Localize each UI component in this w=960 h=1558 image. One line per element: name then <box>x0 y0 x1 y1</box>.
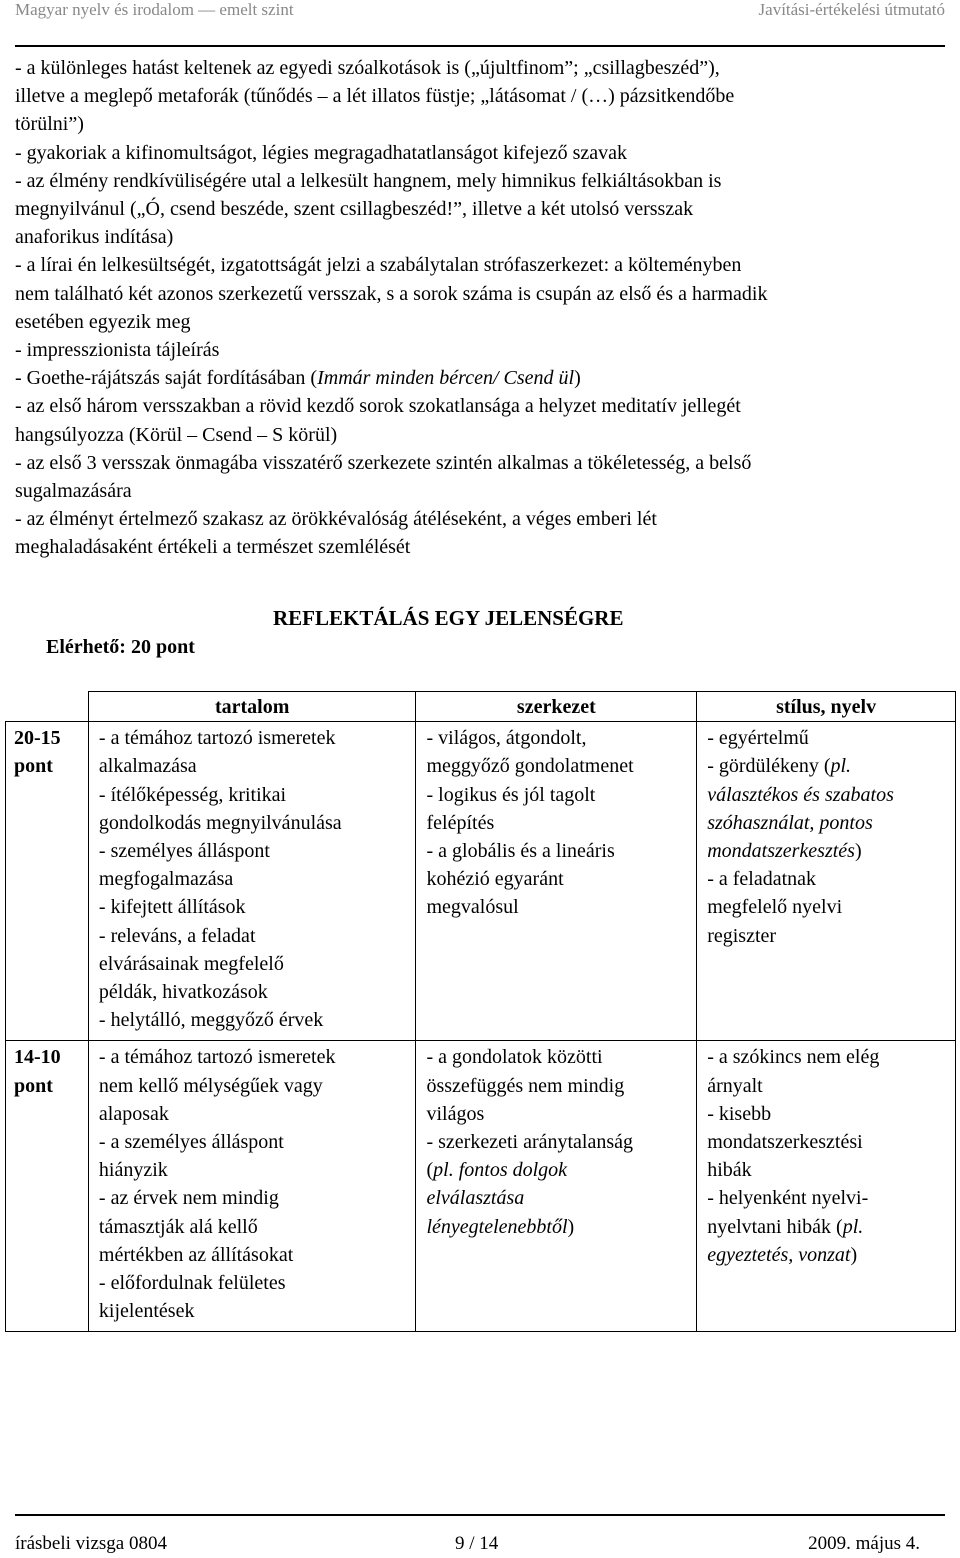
body-line: - impresszionista tájleírás <box>15 339 220 362</box>
body-line: illetve a meglepő metaforák (tűnődés – a lét illatos füstje; „látásomat / (…) pázsitkendőbe <box>15 85 735 108</box>
stilus-cell: - a szókincs nem elég árnyalt - kisebb mondatszerkesztési hibák - helyenként nyelvi- nyelvtani hibák (pl. egyeztetés, vonzat) <box>697 1041 956 1332</box>
body-line: - a különleges hatást keltenek az egyedi szóalkotások is („újultfinom”; „csillagbeszéd”), <box>15 57 720 79</box>
body-line: - az élményt értelmező szakasz az örökkévalóság átéléseként, a véges emberi lét <box>15 508 657 531</box>
table-header-blank <box>6 692 89 722</box>
body-line: megnyilvánul („Ó, csend beszéde, szent csillagbeszéd!”, illetve a két utolsó versszak <box>15 198 694 221</box>
body-line: törülni”) <box>15 113 84 136</box>
body-line: - az első 3 versszak önmagába visszatérő szerkezete szintén alkalmas a tökéletesség, a belső <box>15 451 752 474</box>
body-line: meghaladásaként értékeli a természet szemlélését <box>15 536 411 559</box>
page-header <box>15 0 945 28</box>
szerkezet-cell: - a gondolatok közötti összefüggés nem mindig világos - szerkezeti aránytalanság (pl. fontos dolgok elválasztása lényegtelenebbtől) <box>416 1041 697 1332</box>
table-header-stilus: stílus, nyelv <box>697 692 956 722</box>
body-text <box>15 54 945 562</box>
stilus-cell: - egyértelmű - gördülékeny (pl. választékos és szabatos szóhasználat, pontos mondatszerkesztés) - a feladatnak megfelelő nyelvi regiszter <box>697 722 956 1041</box>
body-line: nem található két azonos szerkezetű versszak, s a sorok száma is csupán az első és a harmadik <box>15 282 768 305</box>
body-line: - az élmény rendkívüliségére utal a lelkesült hangnem, mely himnikus felkiáltásokban is <box>15 169 722 192</box>
footer-page-number: 9 / 14 <box>455 1533 499 1554</box>
body-line: - a lírai én lelkesültségét, izgatottságát jelzi a szabálytalan strófaszerkezet: a költeményben <box>15 254 742 277</box>
tartalom-cell: - a témához tartozó ismeretek nem kellő mélységűek vagy alaposak - a személyes álláspont hiányzik - az érvek nem mindig támasztják alá kellő mértékben az állításokat - előfordulnak felületes kijelentések <box>88 1041 416 1332</box>
body-line: anaforikus indítása) <box>15 226 174 249</box>
score-cell: 14-10 pont <box>6 1041 89 1332</box>
body-line: - gyakoriak a kifinomultságot, légies megragadhatatlanságot kifejező szavak <box>15 141 628 164</box>
header-doc-type: Javítási-értékelési útmutató <box>758 0 945 19</box>
points-label: Elérhető: 20 pont <box>46 636 195 658</box>
table-row <box>6 1041 956 1332</box>
footer-rule <box>15 1514 945 1516</box>
scoring-table <box>5 691 956 1332</box>
body-line: hangsúlyozza (Körül – Csend – S körül) <box>15 423 338 446</box>
tartalom-cell: - a témához tartozó ismeretek alkalmazása - ítélőképesség, kritikai gondolkodás megnyilvánulása - személyes álláspont megfogalmazása - kifejtett állítások - releváns, a feladat elvárásainak megfelelő példák, hivatkozások - helytálló, meggyőző érvek <box>88 722 416 1041</box>
header-subject: Magyar nyelv és irodalom — emelt szint <box>15 0 294 19</box>
body-line: - az első három versszakban a rövid kezdő sorok szokatlansága a helyzet meditatív jellegét <box>15 395 741 418</box>
body-line-goethe <box>15 364 945 392</box>
header-rule <box>15 45 945 47</box>
goethe-close: ) <box>574 367 581 390</box>
table-header-row <box>6 692 956 722</box>
table-header-szerkezet: szerkezet <box>416 692 697 722</box>
footer-exam: írásbeli vizsga 0804 <box>15 1533 167 1554</box>
body-line: esetében egyezik meg <box>15 310 191 333</box>
table-row <box>6 722 956 1041</box>
table-header-tartalom: tartalom <box>88 692 416 722</box>
szerkezet-cell: - világos, átgondolt, meggyőző gondolatmenet - logikus és jól tagolt felépítés - a globális és a lineáris kohézió egyaránt megvalósul <box>416 722 697 1041</box>
score-cell: 20-15 pont <box>6 722 89 1041</box>
goethe-lead: - Goethe-rájátszás saját fordításában ( <box>15 367 318 390</box>
footer-date: 2009. május 4. <box>808 1533 920 1554</box>
section-title: REFLEKTÁLÁS EGY JELENSÉGRE <box>273 606 624 630</box>
body-line: sugalmazására <box>15 480 132 503</box>
goethe-title: Immár minden bércen/ Csend ül <box>317 367 575 390</box>
